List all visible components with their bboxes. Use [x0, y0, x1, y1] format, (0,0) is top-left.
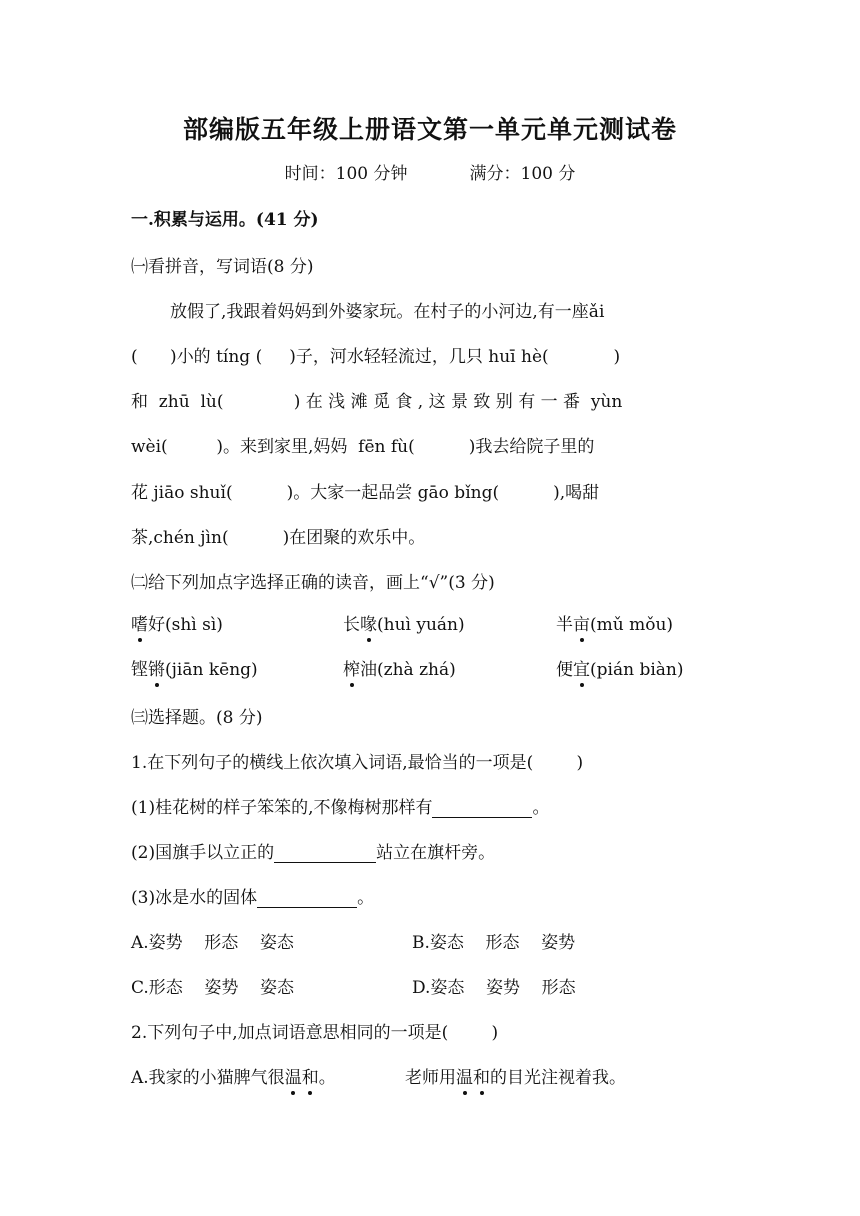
pinyin-line-1: 放假了,我跟着妈妈到外婆家玩。在村子的小河边,有一座ǎi [170, 302, 605, 322]
q1-sentence-2: (2)国旗手以立正的 站立在旗杆旁。 [131, 843, 496, 863]
q1-option-a[interactable]: A.姿势 形态 姿态 [131, 933, 294, 953]
fill-blank[interactable] [257, 888, 357, 908]
reading-item[interactable]: 长喙(huì yuán) [343, 615, 465, 635]
dotted-char: 喙 [360, 615, 377, 635]
pinyin-line-4: wèi( )。来到家里,妈妈 fēn fù( )我去给院子里的 [131, 437, 595, 457]
dotted-char: 榨 [343, 660, 360, 680]
question-2-stem: 2.下列句子中,加点词语意思相同的一项是( ) [131, 1023, 499, 1043]
part3-heading: ㈢选择题。(8 分) [131, 708, 263, 728]
dotted-char: 亩 [573, 615, 590, 635]
dotted-char: 锵 [148, 660, 165, 680]
part2-heading: ㈡给下列加点字选择正确的读音，画上“√”(3 分) [131, 573, 495, 593]
pinyin-line-6: 茶,chén jìn( )在团聚的欢乐中。 [131, 528, 426, 548]
exam-meta [0, 159, 860, 184]
fill-blank[interactable] [432, 798, 532, 818]
q1-option-b[interactable]: B.姿态 形态 姿势 [412, 933, 576, 953]
time-limit: 时间：100 分钟 [284, 164, 408, 184]
q1-option-c[interactable]: C.形态 姿势 姿态 [131, 978, 295, 998]
question-1-stem: 1.在下列句子的横线上依次填入词语,最恰当的一项是( ) [131, 753, 584, 773]
page-title: 部编版五年级上册语文第一单元单元测试卷 [182, 115, 677, 144]
dotted-word: 温和 [456, 1068, 490, 1088]
q1-sentence-1: (1)桂花树的样子笨笨的,不像梅树那样有 。 [131, 798, 550, 818]
part1-heading: ㈠看拼音，写词语(8 分) [131, 257, 314, 277]
dotted-char: 嗜 [131, 615, 148, 635]
fill-blank[interactable] [274, 843, 376, 863]
reading-item[interactable]: 嗜好(shì sì) [131, 615, 223, 635]
q1-option-d[interactable]: D.姿态 姿势 形态 [412, 978, 576, 998]
pinyin-line-2: ( )小的 tíng ( )子，河水轻轻流过，几只 huī hè( ) [131, 347, 621, 367]
section-heading: 一.积累与运用。(41 分) [131, 210, 319, 230]
q1-sentence-3: (3)冰是水的固体 。 [131, 888, 375, 908]
dotted-word: 温和 [284, 1068, 319, 1088]
q2-option-a[interactable]: A.我家的小猫脾气很温和。 [131, 1068, 336, 1088]
q2-option-a-second: 老师用温和的目光注视着我。 [405, 1068, 626, 1088]
pinyin-line-5: 花 jiāo shuǐ( )。大家一起品尝 gāo bǐng( ),喝甜 [131, 483, 600, 503]
reading-item[interactable]: 便宜(pián biàn) [556, 660, 684, 680]
reading-item[interactable]: 榨油(zhà zhá) [343, 660, 456, 680]
reading-item[interactable]: 半亩(mǔ mǒu) [556, 615, 674, 635]
total-score: 满分：100 分 [469, 164, 576, 184]
reading-item[interactable]: 铿锵(jiān kēng) [131, 660, 258, 680]
dotted-char: 宜 [573, 660, 590, 680]
pinyin-line-3: 和 zhū lù( ) 在 浅 滩 觅 食 , 这 景 致 别 有 一 番 yùn [131, 392, 623, 412]
